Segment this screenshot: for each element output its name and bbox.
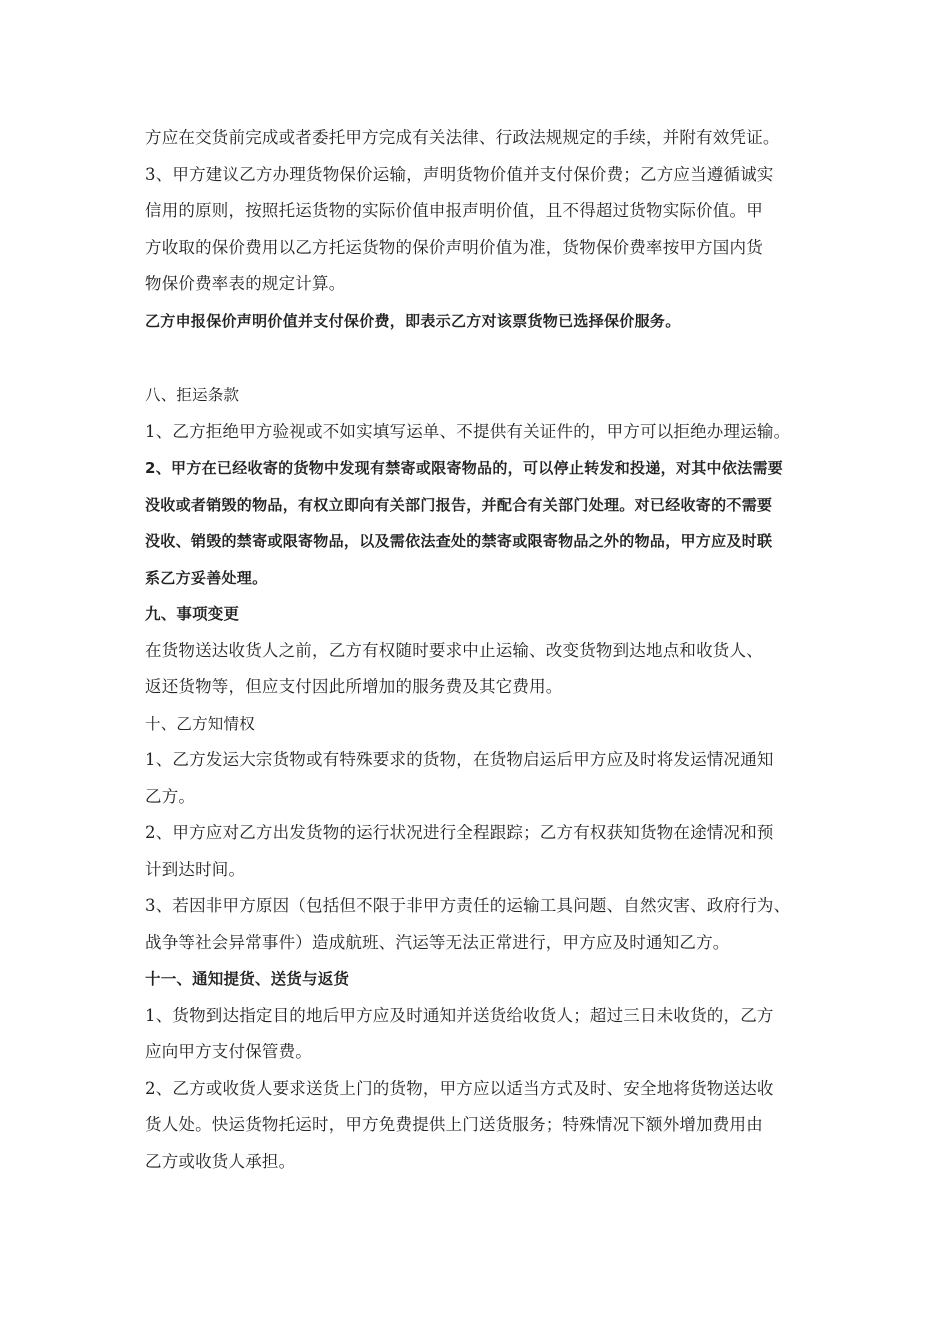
section-heading: 九、事项变更	[145, 605, 240, 623]
paragraph-line: 乙方。	[145, 786, 196, 806]
paragraph-line: 1、乙方发运大宗货物或有特殊要求的货物，在货物启运后甲方应及时将发运情况通知	[145, 750, 774, 769]
section-9	[145, 596, 835, 706]
paragraph-line: 战争等社会异常事件）造成航班、汽运等无法正常进行，甲方应及时通知乙方。	[145, 932, 730, 952]
paragraph-line: 返还货物等，但应支付因此所增加的服务费及其它费用。	[145, 677, 563, 696]
bold-paragraph-line: 2、甲方在已经收寄的货物中发现有禁寄或限寄物品的，可以停止转发和投递，对其中依法需要	[145, 459, 784, 477]
paragraph-line: 计到达时间。	[145, 859, 246, 879]
section-heading: 八、拒运条款	[145, 386, 240, 404]
section-11	[145, 961, 835, 1180]
paragraph-line: 方收取的保价费用以乙方托运货物的保价声明价值为准，货物保价费率按甲方国内货	[145, 237, 763, 257]
section-10	[145, 706, 835, 962]
section-8	[145, 377, 835, 596]
bold-paragraph-line: 没收、销毁的禁寄或限寄物品，以及需依法查处的禁寄或限寄物品之外的物品，甲方应及时联	[145, 532, 773, 550]
spacer	[145, 339, 835, 377]
bold-paragraph-line: 没收或者销毁的物品，有权立即向有关部门报告，并配合有关部门处理。对已经收寄的不需要	[145, 495, 773, 514]
section-7-continued	[145, 120, 835, 339]
document-page	[145, 120, 835, 1180]
paragraph-line: 1、货物到达指定目的地后甲方应及时通知并送货给收货人；超过三日未收货的，乙方	[145, 1005, 774, 1025]
paragraph-line: 乙方或收货人承担。	[145, 1151, 296, 1171]
paragraph-line: 3、若因非甲方原因（包括但不限于非甲方责任的运输工具问题、自然灾害、政府行为、	[145, 896, 791, 915]
paragraph-line: 2、甲方应对乙方出发货物的运行状况进行全程跟踪；乙方有权获知货物在途情况和预	[145, 823, 774, 842]
section-heading: 十一、通知提货、送货与返货	[145, 970, 350, 988]
paragraph-line: 信用的原则，按照托运货物的实际价值申报声明价值，且不得超过货物实际价值。甲	[145, 201, 763, 220]
paragraph-line: 在货物送达收货人之前，乙方有权随时要求中止运输、改变货物到达地点和收货人、	[145, 640, 763, 660]
bold-statement: 乙方申报保价声明价值并支付保价费，即表示乙方对该票货物已选择保价服务。	[145, 311, 681, 330]
paragraph-line: 方应在交货前完成或者委托甲方完成有关法律、行政法规规定的手续，并附有效凭证。	[145, 128, 780, 147]
paragraph-line: 物保价费率表的规定计算。	[145, 274, 346, 293]
paragraph-line: 应向甲方支付保管费。	[145, 1042, 312, 1061]
paragraph-line: 2、乙方或收货人要求送货上门的货物，甲方应以适当方式及时、安全地将货物送达收	[145, 1078, 774, 1098]
section-heading: 十、乙方知情权	[145, 714, 255, 733]
paragraph-line: 货人处。快运货物托运时，甲方免费提供上门送货服务；特殊情况下额外增加费用由	[145, 1115, 763, 1134]
bold-paragraph-line: 系乙方妥善处理。	[145, 568, 268, 587]
paragraph-line: 3、甲方建议乙方办理货物保价运输，声明货物价值并支付保价费；乙方应当遵循诚实	[145, 164, 774, 184]
paragraph-line: 1、乙方拒绝甲方验视或不如实填写运单、不提供有关证件的，甲方可以拒绝办理运输。	[145, 421, 791, 441]
